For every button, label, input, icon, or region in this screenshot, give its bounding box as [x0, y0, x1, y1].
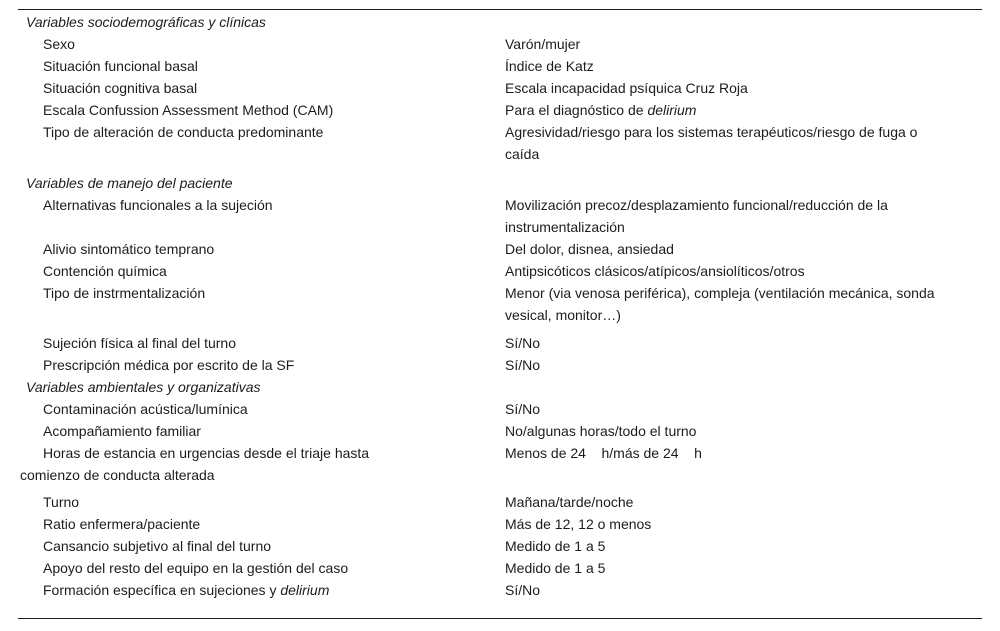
table-row: [18, 77, 982, 99]
row-label: Cansancio subjetivo al final del turno: [43, 538, 272, 554]
row-value: Menos de 24 h/más de 24 h: [505, 445, 702, 461]
row-label: Sujeción física al final del turno: [43, 335, 236, 351]
row-label: Apoyo del resto del equipo en la gestión del caso: [43, 560, 349, 576]
row-label: Turno: [43, 494, 80, 510]
row-value: Antipsicóticos clásicos/atípicos/ansiolíticos/otros: [505, 263, 805, 279]
row-label: Prescripción médica por escrito de la SF: [43, 357, 295, 373]
row-value: Agresividad/riesgo para los sistemas terapéuticos/riesgo de fuga o caída: [505, 124, 918, 162]
variables-table: [18, 9, 982, 619]
row-value: Mañana/tarde/noche: [505, 494, 634, 510]
table-row: [18, 33, 982, 55]
row-value: Sí/No: [505, 401, 541, 417]
delirium-term: delirium: [280, 582, 330, 598]
row-value: Para el diagnóstico de delirium: [505, 102, 697, 118]
row-label: Alternativas funcionales a la sujeción: [43, 197, 273, 213]
row-value: Movilización precoz/desplazamiento funcional/reducción de la instrumentalización: [505, 197, 888, 235]
row-label: Horas de estancia en urgencias desde el triaje hasta comienzo de conducta alterada: [20, 445, 370, 483]
table-row: [18, 535, 982, 557]
row-value: Índice de Katz: [505, 58, 594, 74]
delirium-term: delirium: [647, 102, 697, 118]
row-value: Medido de 1 a 5: [505, 538, 606, 554]
table-row: [18, 579, 982, 601]
row-label: Formación específica en sujeciones y delirium: [43, 582, 330, 598]
row-label: Situación funcional basal: [43, 58, 198, 74]
section-header: Variables ambientales y organizativas: [26, 379, 261, 395]
row-value: Menor (via venosa periférica), compleja (ventilación mecánica, sonda vesical, monitor…): [505, 285, 935, 323]
table-row: [18, 491, 982, 513]
row-value: Medido de 1 a 5: [505, 560, 606, 576]
row-value: Sí/No: [505, 335, 541, 351]
row-value: Sí/No: [505, 357, 541, 373]
section-header: Variables de manejo del paciente: [26, 175, 233, 191]
row-label: Alivio sintomático temprano: [43, 241, 215, 257]
row-label: Contaminación acústica/lumínica: [43, 401, 248, 417]
table-row: [18, 354, 982, 376]
section-header: Variables sociodemográficas y clínicas: [26, 14, 266, 30]
table-row: [18, 238, 982, 260]
table-row: [18, 260, 982, 282]
row-value: Escala incapacidad psíquica Cruz Roja: [505, 80, 748, 96]
row-label: Tipo de alteración de conducta predominante: [43, 124, 324, 140]
row-label: Escala Confussion Assessment Method (CAM): [43, 102, 334, 118]
row-value: No/algunas horas/todo el turno: [505, 423, 697, 439]
table-row: [18, 121, 982, 165]
row-label: Contención química: [43, 263, 167, 279]
table-row: [18, 442, 982, 486]
table-row: [18, 99, 982, 121]
row-label: Acompañamiento familiar: [43, 423, 201, 439]
table-row: [18, 398, 982, 420]
table-row: [18, 420, 982, 442]
table-row: [18, 55, 982, 77]
table-row: [18, 194, 982, 238]
table-row: [18, 557, 982, 579]
table-row: [18, 332, 982, 354]
row-label: Tipo de instrmentalización: [43, 285, 206, 301]
row-value: Más de 12, 12 o menos: [505, 516, 652, 532]
row-label: Ratio enfermera/paciente: [43, 516, 201, 532]
row-value: Del dolor, disnea, ansiedad: [505, 241, 674, 257]
row-label: Sexo: [43, 36, 75, 52]
table-row: [18, 282, 982, 326]
table-row: [18, 513, 982, 535]
row-value: Varón/mujer: [505, 36, 581, 52]
row-value: Sí/No: [505, 582, 541, 598]
row-label: Situación cognitiva basal: [43, 80, 198, 96]
